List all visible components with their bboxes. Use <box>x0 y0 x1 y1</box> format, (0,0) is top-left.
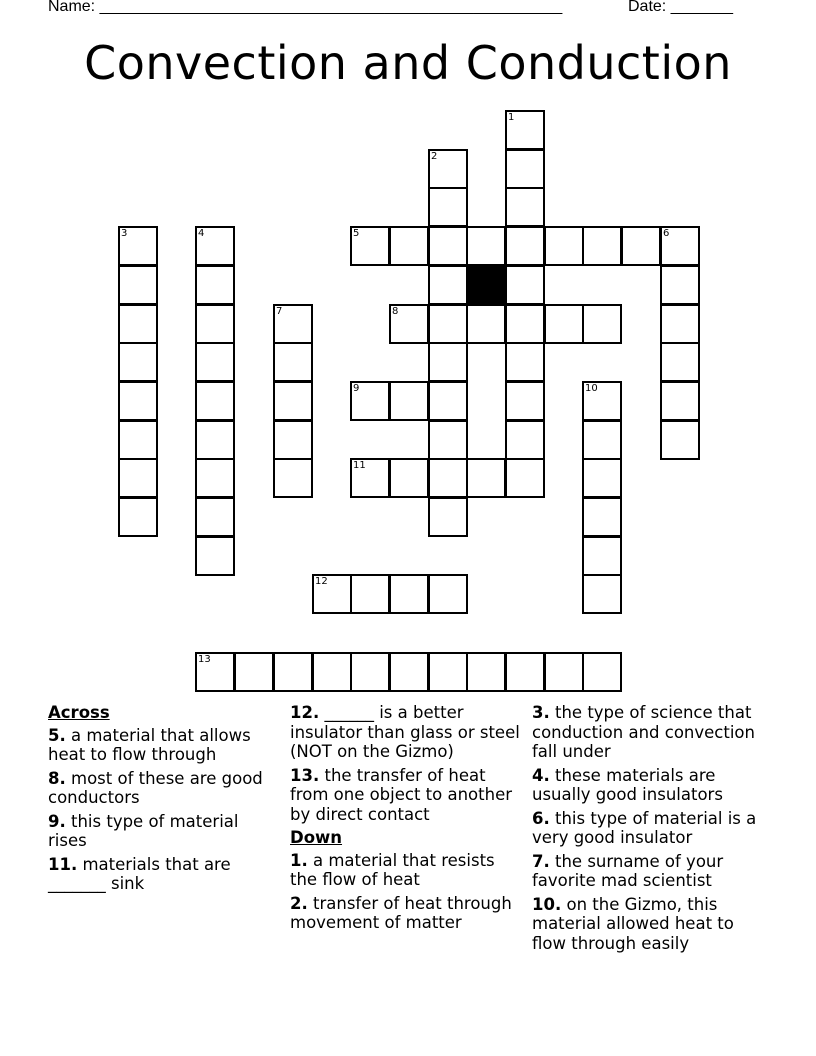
clue-down-1: 1. a material that resists the flow of heat <box>290 850 495 889</box>
black-square <box>466 265 506 305</box>
clue-down-3: 3. the type of science that conduction and convection fall under <box>532 703 755 761</box>
grid-cell[interactable] <box>118 342 158 382</box>
grid-cell[interactable] <box>505 110 545 150</box>
grid-cell[interactable] <box>273 420 313 460</box>
grid-cell[interactable] <box>428 420 468 460</box>
clue-number: 11 <box>353 460 366 471</box>
clue-number: 13 <box>198 654 211 665</box>
grid-cell[interactable] <box>428 226 468 266</box>
clue-number: 2 <box>431 151 438 162</box>
grid-cell[interactable] <box>505 226 545 266</box>
grid-cell[interactable] <box>195 497 235 537</box>
grid-cell[interactable] <box>505 652 545 692</box>
grid-cell[interactable] <box>389 652 429 692</box>
grid-cell[interactable] <box>621 226 661 266</box>
clue-number: 1 <box>508 112 515 123</box>
grid-cell[interactable] <box>273 342 313 382</box>
grid-cell[interactable] <box>350 381 390 421</box>
grid-cell[interactable] <box>582 420 622 460</box>
grid-cell[interactable] <box>389 304 429 344</box>
grid-cell[interactable] <box>582 304 622 344</box>
page-title: Convection and Conduction <box>84 36 732 90</box>
grid-cell[interactable] <box>505 381 545 421</box>
clue-number: 5 <box>353 228 360 239</box>
grid-cell[interactable] <box>118 420 158 460</box>
clue-across-11: 11. materials that are _______ sink <box>48 854 231 893</box>
grid-cell[interactable] <box>428 381 468 421</box>
grid-cell[interactable] <box>505 304 545 344</box>
grid-cell[interactable] <box>273 458 313 498</box>
grid-cell[interactable] <box>466 226 506 266</box>
clue-down-7: 7. the surname of your favorite mad scientist <box>532 851 724 890</box>
down-heading: Down <box>290 828 343 847</box>
grid-cell[interactable] <box>428 342 468 382</box>
grid-cell[interactable] <box>660 226 700 266</box>
grid-cell[interactable] <box>466 304 506 344</box>
grid-cell[interactable] <box>273 381 313 421</box>
grid-cell[interactable] <box>544 652 584 692</box>
grid-cell[interactable] <box>389 226 429 266</box>
grid-cell[interactable] <box>505 342 545 382</box>
grid-cell[interactable] <box>582 574 622 614</box>
grid-cell[interactable] <box>389 458 429 498</box>
grid-cell[interactable] <box>582 497 622 537</box>
grid-cell[interactable] <box>312 574 352 614</box>
grid-cell[interactable] <box>660 420 700 460</box>
grid-cell[interactable] <box>350 652 390 692</box>
grid-cell[interactable] <box>195 536 235 576</box>
grid-cell[interactable] <box>428 265 468 305</box>
grid-cell[interactable] <box>466 458 506 498</box>
grid-cell[interactable] <box>118 226 158 266</box>
grid-cell[interactable] <box>660 265 700 305</box>
clue-number: 7 <box>276 306 283 317</box>
grid-cell[interactable] <box>118 497 158 537</box>
clue-down-4: 4. these materials are usually good insulators <box>532 765 723 804</box>
grid-cell[interactable] <box>428 187 468 227</box>
grid-cell[interactable] <box>505 187 545 227</box>
name-label: Name: <box>48 0 96 15</box>
grid-cell[interactable] <box>195 304 235 344</box>
clue-across-8: 8. most of these are good conductors <box>48 768 263 807</box>
grid-cell[interactable] <box>582 381 622 421</box>
grid-cell[interactable] <box>428 497 468 537</box>
clue-down-2: 2. transfer of heat through movement of matter <box>290 893 512 932</box>
grid-cell[interactable] <box>118 304 158 344</box>
clue-number: 6 <box>663 228 670 239</box>
clue-across-9: 9. this type of material rises <box>48 811 239 850</box>
grid-cell[interactable] <box>428 458 468 498</box>
clue-across-13: 13. the transfer of heat from one object to another by direct contact <box>290 765 513 824</box>
grid-cell[interactable] <box>389 574 429 614</box>
grid-cell[interactable] <box>582 226 622 266</box>
grid-cell[interactable] <box>505 265 545 305</box>
grid-cell[interactable] <box>660 304 700 344</box>
grid-cell[interactable] <box>428 304 468 344</box>
grid-cell[interactable] <box>195 381 235 421</box>
clue-across-5: 5. a material that allows heat to flow through <box>48 725 251 764</box>
clue-across-12: 12. ______ is a better insulator than glass or steel (NOT on the Gizmo) <box>290 703 520 761</box>
grid-cell[interactable] <box>544 226 584 266</box>
grid-cell[interactable] <box>273 304 313 344</box>
grid-cell[interactable] <box>582 536 622 576</box>
grid-cell[interactable] <box>195 342 235 382</box>
grid-cell[interactable] <box>118 265 158 305</box>
grid-cell[interactable] <box>466 652 506 692</box>
grid-cell[interactable] <box>234 652 274 692</box>
grid-cell[interactable] <box>660 381 700 421</box>
clue-number: 12 <box>315 576 328 587</box>
grid-cell[interactable] <box>428 149 468 189</box>
grid-cell[interactable] <box>350 226 390 266</box>
grid-cell[interactable] <box>505 420 545 460</box>
clue-number: 8 <box>392 306 399 317</box>
grid-cell[interactable] <box>195 458 235 498</box>
date-line[interactable]: _______ <box>670 0 733 15</box>
grid-cell[interactable] <box>582 458 622 498</box>
clue-number: 9 <box>353 383 360 394</box>
grid-cell[interactable] <box>505 458 545 498</box>
clue-down-10: 10. on the Gizmo, this material allowed heat to flow through easily <box>532 894 734 953</box>
grid-cell[interactable] <box>350 574 390 614</box>
clue-column-2 <box>290 703 525 937</box>
across-heading: Across <box>48 703 110 722</box>
grid-cell[interactable] <box>428 652 468 692</box>
name-line[interactable]: ____________________________________________________ <box>99 0 563 15</box>
grid-cell[interactable] <box>195 226 235 266</box>
date-label: Date: <box>628 0 667 15</box>
grid-cell[interactable] <box>273 652 313 692</box>
grid-cell[interactable] <box>505 149 545 189</box>
grid-cell[interactable] <box>312 652 352 692</box>
grid-cell[interactable] <box>582 652 622 692</box>
grid-cell[interactable] <box>195 265 235 305</box>
clue-number: 4 <box>198 228 205 239</box>
clue-number: 3 <box>121 228 128 239</box>
grid-cell[interactable] <box>389 381 429 421</box>
grid-cell[interactable] <box>195 420 235 460</box>
grid-cell[interactable] <box>660 342 700 382</box>
grid-cell[interactable] <box>118 381 158 421</box>
grid-cell[interactable] <box>428 574 468 614</box>
clue-down-6: 6. this type of material is a very good insulator <box>532 808 757 847</box>
clue-column-3 <box>532 703 772 957</box>
grid-cell[interactable] <box>544 304 584 344</box>
grid-cell[interactable] <box>118 458 158 498</box>
grid-cell[interactable] <box>195 652 235 692</box>
grid-cell[interactable] <box>350 458 390 498</box>
clue-number: 10 <box>585 383 598 394</box>
clue-column-1 <box>48 703 278 898</box>
